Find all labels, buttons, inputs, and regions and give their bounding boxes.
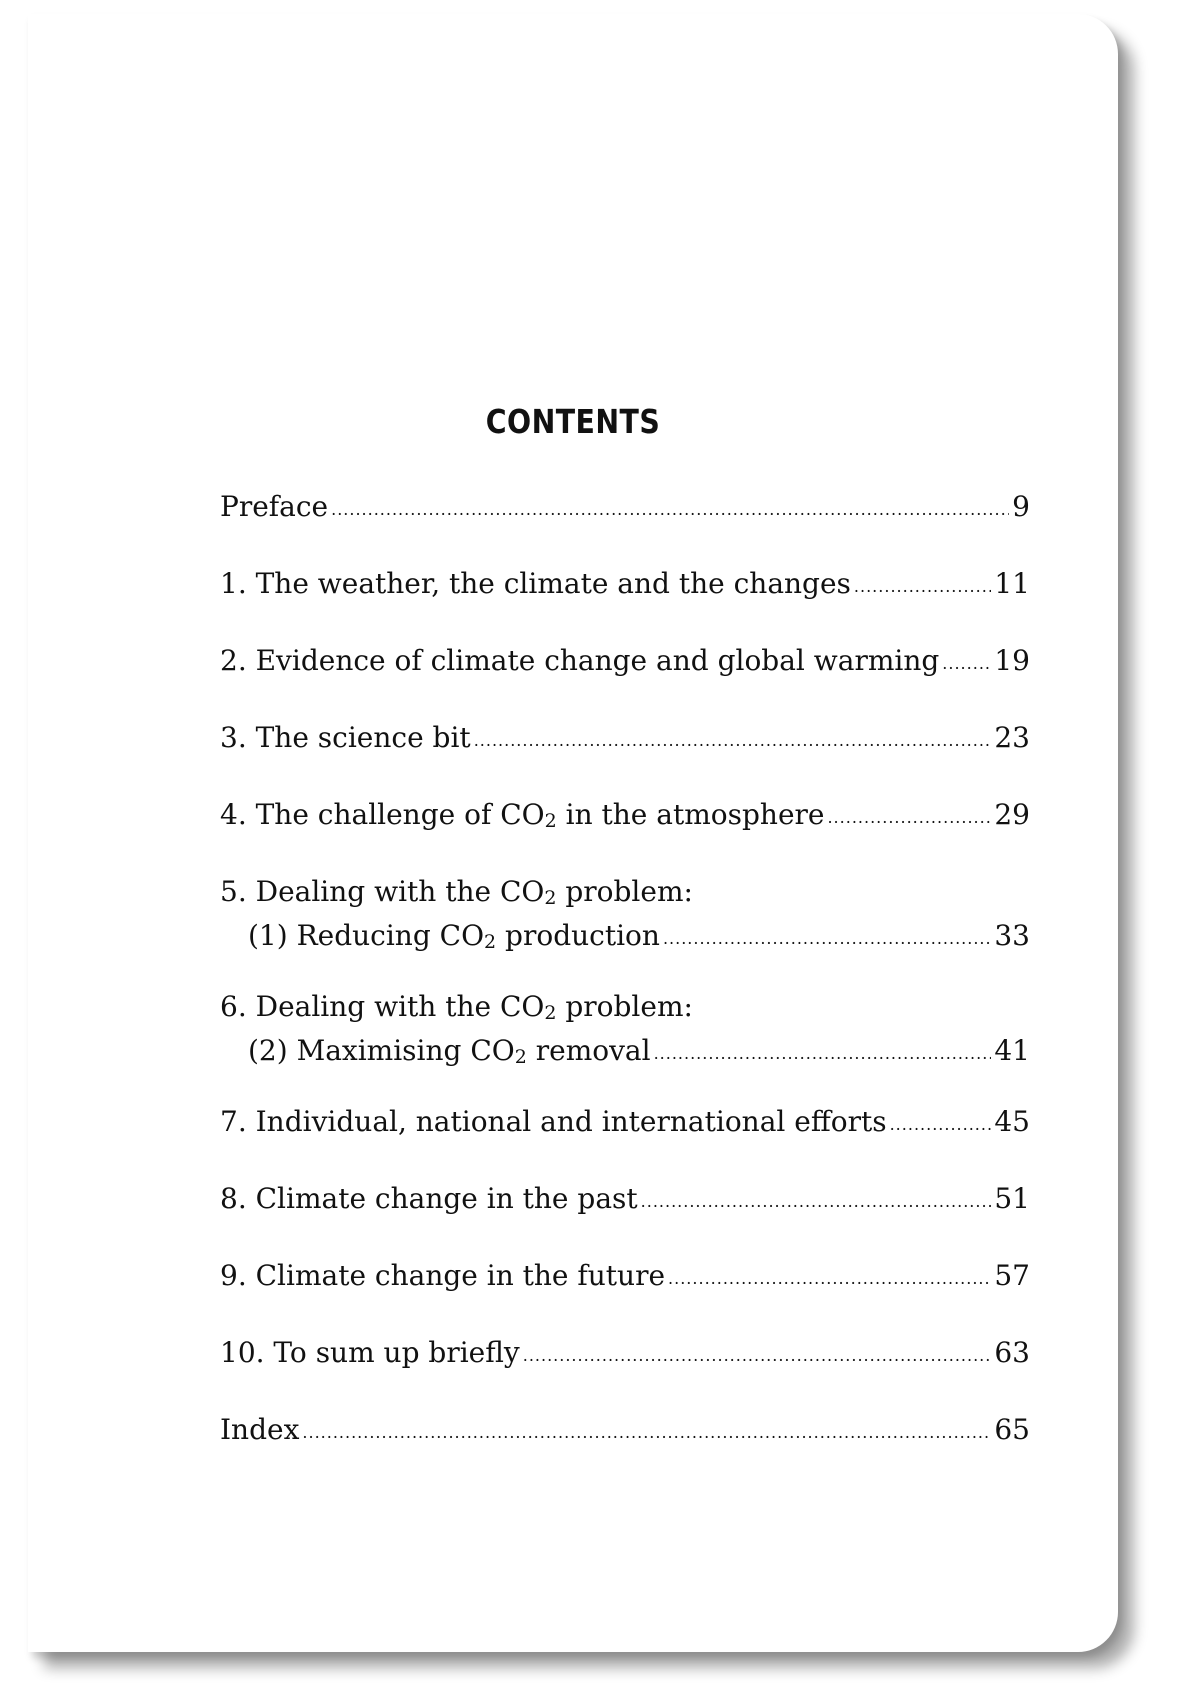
book-page — [28, 14, 1118, 1652]
toc-page-number: 29 — [994, 798, 1030, 831]
toc-page-number: 41 — [994, 1034, 1030, 1067]
toc-page-number: 9 — [1012, 490, 1030, 523]
label-text: in the atmosphere — [556, 798, 825, 831]
toc-entry-chapter-10 — [220, 1334, 1030, 1376]
dot-leader — [890, 1106, 992, 1144]
toc-entry-label — [220, 873, 693, 917]
label-text: problem: — [556, 875, 693, 908]
subscript: 2 — [514, 1046, 527, 1068]
toc-entry-index — [220, 1411, 1030, 1453]
toc-entry-label: 9. Climate change in the future — [220, 1259, 666, 1292]
toc-entry-preface — [220, 488, 1030, 530]
label-text: problem: — [556, 990, 693, 1023]
toc-entry-label: 8. Climate change in the past — [220, 1182, 638, 1215]
label-text: 4. The challenge of CO — [220, 798, 545, 831]
toc-page-number: 33 — [994, 919, 1030, 952]
toc-entry-sublabel — [248, 1032, 651, 1076]
subscript: 2 — [544, 810, 557, 832]
dot-leader — [474, 722, 992, 760]
label-text: 6. Dealing with the CO — [220, 990, 545, 1023]
subscript: 2 — [544, 887, 557, 909]
label-text: (1) Reducing CO — [248, 919, 485, 952]
toc-page-number: 51 — [994, 1182, 1030, 1215]
dot-leader — [668, 1260, 991, 1298]
toc-entry-chapter-2 — [220, 642, 1030, 684]
toc-page-number: 57 — [994, 1259, 1030, 1292]
dot-leader — [663, 920, 991, 958]
dot-leader — [523, 1337, 992, 1375]
toc-entry-label: 1. The weather, the climate and the changes — [220, 567, 851, 600]
toc-page-number: 65 — [994, 1413, 1030, 1446]
toc-entry-label: 2. Evidence of climate change and global warming — [220, 644, 940, 677]
subscript: 2 — [484, 931, 497, 953]
toc-entry-chapter-3 — [220, 719, 1030, 761]
toc-page-number: 23 — [994, 721, 1030, 754]
toc-entry-chapter-6 — [220, 988, 1030, 1076]
toc-entry-label: Index — [220, 1413, 300, 1446]
dot-leader — [654, 1035, 992, 1073]
toc-entry-chapter-1 — [220, 565, 1030, 607]
toc-entry-sublabel — [248, 917, 660, 961]
toc-entry-label — [220, 796, 824, 840]
toc-page-number: 63 — [994, 1336, 1030, 1369]
toc-entry-label — [220, 988, 693, 1032]
toc-entry-chapter-9 — [220, 1257, 1030, 1299]
toc-entry-chapter-4 — [220, 796, 1030, 840]
toc-entry-label: 3. The science bit — [220, 721, 471, 754]
label-text: (2) Maximising CO — [248, 1034, 515, 1067]
dot-leader — [827, 799, 991, 837]
page-title: CONTENTS — [485, 402, 661, 441]
subscript: 2 — [544, 1002, 557, 1024]
label-text: production — [496, 919, 660, 952]
dot-leader — [854, 568, 991, 606]
toc-entry-label: 7. Individual, national and international efforts — [220, 1105, 887, 1138]
toc-entry-chapter-7 — [220, 1103, 1030, 1145]
toc-page-number: 19 — [994, 644, 1030, 677]
label-text: removal — [526, 1034, 651, 1067]
label-text: 5. Dealing with the CO — [220, 875, 545, 908]
toc-page-number: 11 — [994, 567, 1030, 600]
dot-leader — [302, 1414, 991, 1452]
dot-leader — [641, 1183, 992, 1221]
dot-leader — [942, 645, 991, 683]
dot-leader — [331, 491, 1009, 529]
toc-page-number: 45 — [994, 1105, 1030, 1138]
toc-entry-chapter-5 — [220, 873, 1030, 961]
toc-entry-chapter-8 — [220, 1180, 1030, 1222]
toc-entry-label: 10. To sum up briefly — [220, 1336, 520, 1369]
toc-entry-label: Preface — [220, 490, 329, 523]
